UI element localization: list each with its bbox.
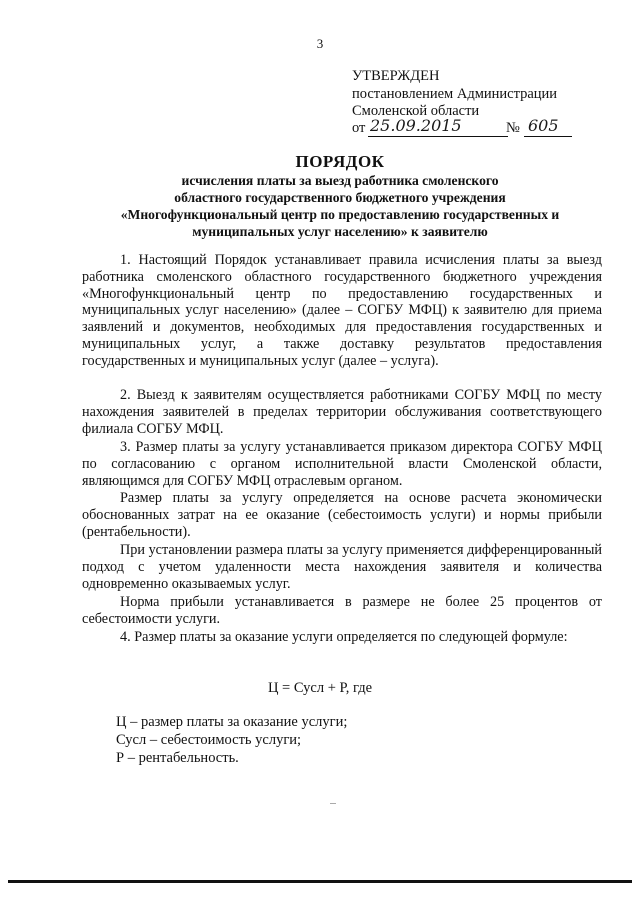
approval-line-1: постановлением Администрации	[352, 86, 558, 102]
number-label: №	[506, 120, 520, 136]
page-number: 3	[316, 36, 324, 51]
document-title: ПОРЯДОК	[295, 152, 385, 171]
approval-date-number-row	[352, 116, 592, 138]
paragraph-2: 2. Выезд к заявителям осуществляется работниками СОГБУ МФЦ по месту нахождения заявителей в пределах территории обслуживания соответствующего филиала СОГБУ МФЦ.	[82, 387, 602, 437]
subtitle-line-2: областного государственного бюджетного учреждения	[174, 190, 506, 205]
paragraph-5: При установлении размера платы за услугу применяется дифференцированный подход с учетом удаленности места нахождения заявителя и количества одновременно оказываемых услуг.	[82, 542, 602, 592]
paragraph-7: 4. Размер платы за оказание услуги определяется по следующей формуле:	[120, 629, 568, 645]
handwritten-date: 25.09.2015	[370, 116, 462, 135]
handwritten-number: 605	[528, 116, 559, 135]
approval-line-2: Смоленской области	[352, 103, 480, 119]
definition-cost: Сусл – себестоимость услуги;	[116, 732, 302, 748]
subtitle-line-3: «Многофункциональный центр по предоставлению государственных и	[120, 207, 560, 222]
number-underline	[524, 136, 572, 137]
subtitle-line-4: муниципальных услуг населению» к заявителю	[192, 224, 488, 239]
paragraph-1: 1. Настоящий Порядок устанавливает правила исчисления платы за выезд работника смоленского областного государственного бюджетного учреждения «Многофункциональный центр по предоставлению государственных и муниципальных услуг населению» (далее – СОГБУ МФЦ) к заявителю для приема заявлений и документов, необходимых для предоставления государственных и муниципальных услуг, а также доставку результатов предоставления государственных и муниципальных услуг (далее – услуга).	[82, 252, 602, 369]
paragraph-6: Норма прибыли устанавливается в размере не более 25 процентов от себестоимости услуги.	[82, 594, 602, 627]
approval-title: УТВЕРЖДЕН	[352, 68, 440, 84]
date-underline	[368, 136, 508, 137]
bottom-rule	[8, 880, 632, 883]
definition-price: Ц – размер платы за оказание услуги;	[116, 714, 348, 730]
paragraph-3: 3. Размер платы за услугу устанавливается приказом директора СОГБУ МФЦ по согласованию с органом исполнительной власти Смоленской области, являющимся для СОГБУ МФЦ отраслевым органом.	[82, 439, 602, 489]
date-label: от	[352, 120, 366, 136]
definition-profitability: Р – рентабельность.	[116, 750, 239, 766]
subtitle-line-1: исчисления платы за выезд работника смоленского	[181, 173, 499, 188]
formula: Ц = Сусл + Р, где	[267, 680, 373, 696]
paragraph-4: Размер платы за услугу определяется на основе расчета экономически обоснованных затрат на ее оказание (себестоимость услуги) и нормы прибыли (рентабельности).	[82, 490, 602, 540]
scan-mark	[330, 803, 336, 804]
